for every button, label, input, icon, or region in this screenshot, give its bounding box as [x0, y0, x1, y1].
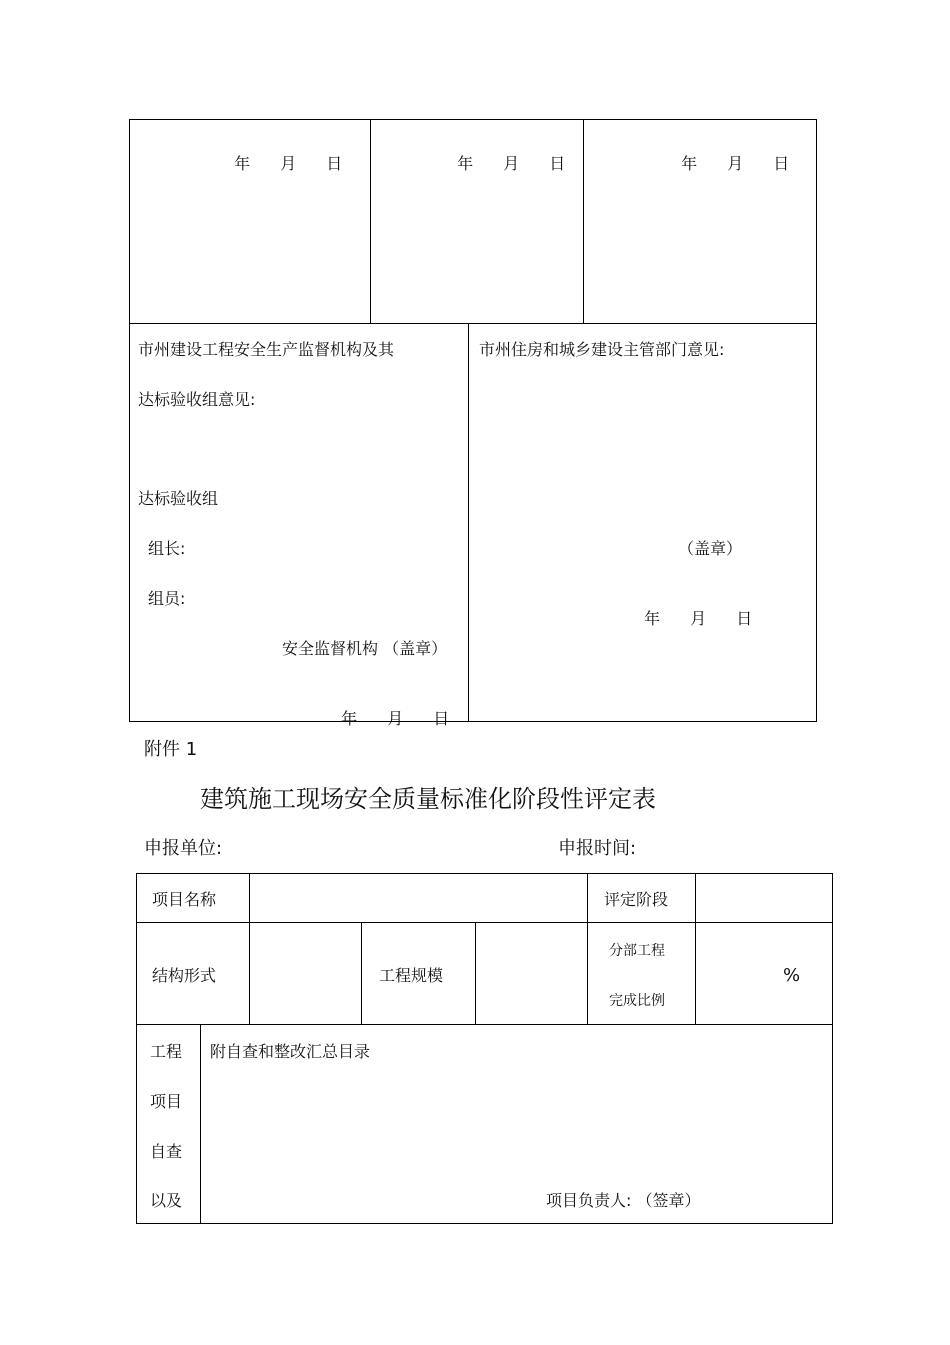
form-b-row-divider-2	[136, 1024, 833, 1025]
date-day: 日	[549, 154, 566, 173]
attachment-label: 附件 1	[144, 739, 198, 760]
acceptance-group-label: 达标验收组	[138, 489, 219, 508]
project-manager-label: 项目负责人: （签章）	[546, 1191, 701, 1210]
self-check-label-line3: 自查	[150, 1142, 183, 1161]
self-check-label-line4: 以及	[150, 1191, 183, 1210]
date-line-4	[331, 689, 449, 729]
form-b-col-divider-2	[587, 873, 588, 1024]
form-a-border	[129, 119, 817, 722]
date-year: 年	[681, 154, 698, 173]
form-b-col-divider-5	[475, 922, 476, 1024]
supervisor-heading-line2: 达标验收组意见:	[138, 390, 256, 409]
agency-seal-label: 安全监督机构 （盖章）	[282, 639, 448, 658]
date-year: 年	[644, 609, 661, 628]
self-check-label-line2: 项目	[150, 1092, 183, 1111]
form-a-divider-1	[370, 119, 371, 324]
housing-dept-heading: 市州住房和城乡建设主管部门意见:	[479, 340, 725, 359]
form-b-col-divider-3	[695, 873, 696, 1024]
self-check-label-line1: 工程	[150, 1042, 183, 1061]
date-day: 日	[736, 609, 753, 628]
group-leader-label: 组长:	[148, 539, 186, 558]
date-month: 月	[503, 154, 520, 173]
date-year: 年	[234, 154, 251, 173]
evaluation-stage-label: 评定阶段	[604, 890, 669, 909]
report-time-label: 申报时间:	[558, 838, 637, 859]
sub-project-label-line1: 分部工程	[609, 943, 665, 959]
date-month: 月	[280, 154, 297, 173]
date-day: 日	[326, 154, 343, 173]
supervisor-heading-line1: 市州建设工程安全生产监督机构及其	[138, 340, 395, 359]
date-line-5	[634, 589, 752, 629]
form-b-col-divider-4	[361, 922, 362, 1024]
housing-seal-label: （盖章）	[678, 539, 743, 558]
form-a-row-divider	[129, 323, 817, 324]
percent-sign: %	[783, 965, 801, 986]
report-unit-label: 申报单位:	[144, 838, 223, 859]
date-line-1	[224, 134, 342, 174]
date-day: 日	[773, 154, 790, 173]
project-name-label: 项目名称	[152, 890, 217, 909]
date-line-2	[447, 134, 565, 174]
form-b-col-divider-6	[200, 1024, 201, 1224]
form-a-divider-3	[468, 323, 469, 722]
sub-project-label-line2: 完成比例	[609, 993, 665, 1009]
date-month: 月	[387, 709, 404, 728]
date-year: 年	[341, 709, 358, 728]
form-b-title: 建筑施工现场安全质量标准化阶段性评定表	[200, 785, 656, 813]
self-check-note: 附自查和整改汇总目录	[210, 1042, 371, 1061]
date-month: 月	[727, 154, 744, 173]
date-line-3	[671, 134, 789, 174]
form-b-col-divider-1	[249, 873, 250, 1024]
date-year: 年	[457, 154, 474, 173]
form-b-row-divider-1	[136, 922, 833, 923]
group-member-label: 组员:	[148, 589, 186, 608]
date-day: 日	[433, 709, 450, 728]
form-a-divider-2	[583, 119, 584, 324]
date-month: 月	[690, 609, 707, 628]
project-scale-label: 工程规模	[379, 966, 444, 985]
structure-form-label: 结构形式	[152, 966, 217, 985]
